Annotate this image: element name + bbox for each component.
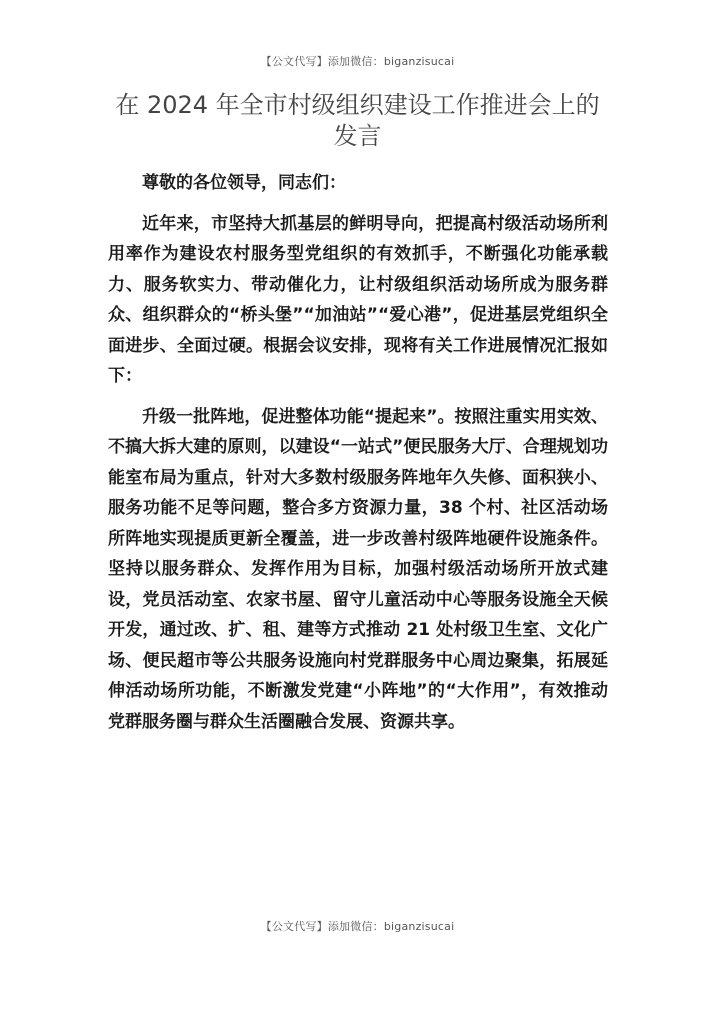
- footer-watermark-note: 【公文代写】添加微信：biganzisucai: [260, 920, 455, 933]
- body-paragraph-1: 近年来，市坚持大抓基层的鲜明导向，把提高村级活动场所利用率作为建设农村服务型党组织的有效抓手，不断强化功能承载力、服务软实力、带动催化力，让村级组织活动场所成为服务群众、组织群众的“桥头堡”“加油站”“爱心港”，促进基层党组织全面进步、全面过硬。根据会议安排，现将有关工作进展情况汇报如下：: [108, 213, 608, 386]
- greeting-paragraph: 尊敬的各位领导，同志们：: [142, 173, 346, 193]
- header-watermark-note: 【公文代写】添加微信：biganzisucai: [260, 55, 455, 68]
- body-paragraph-2: 升级一批阵地，促进整体功能“提起来”。按照注重实用实效、不搞大拆大建的原则，以建设“一站式”便民服务大厅、合理规划功能室布局为重点，针对大多数村级服务阵地年久失修、面积狭小、服务功能不足等问题，整合多方资源力量，38 个村、社区活动场所阵地实现提质更新全覆盖，进一步改善村级阵地硬件设施条件。坚持以服务群众、发挥作用为目标，加强村级活动场所开放式建设，党员活动室、农家书屋、留守儿童活动中心等服务设施全天候开发，通过改、扩、租、建等方式推动 21 处村级卫生室、文化广场、便民超市等公共服务设施向村党群服务中心周边聚集，拓展延伸活动场所功能，不断激发党建“小阵地”的“大作用”，有效推动党群服务圈与群众生活圈融合发展、资源共享。: [108, 406, 608, 732]
- document-title: 在 2024 年全市村级组织建设工作推进会上的发言: [115, 91, 600, 150]
- document-body: [108, 168, 608, 747]
